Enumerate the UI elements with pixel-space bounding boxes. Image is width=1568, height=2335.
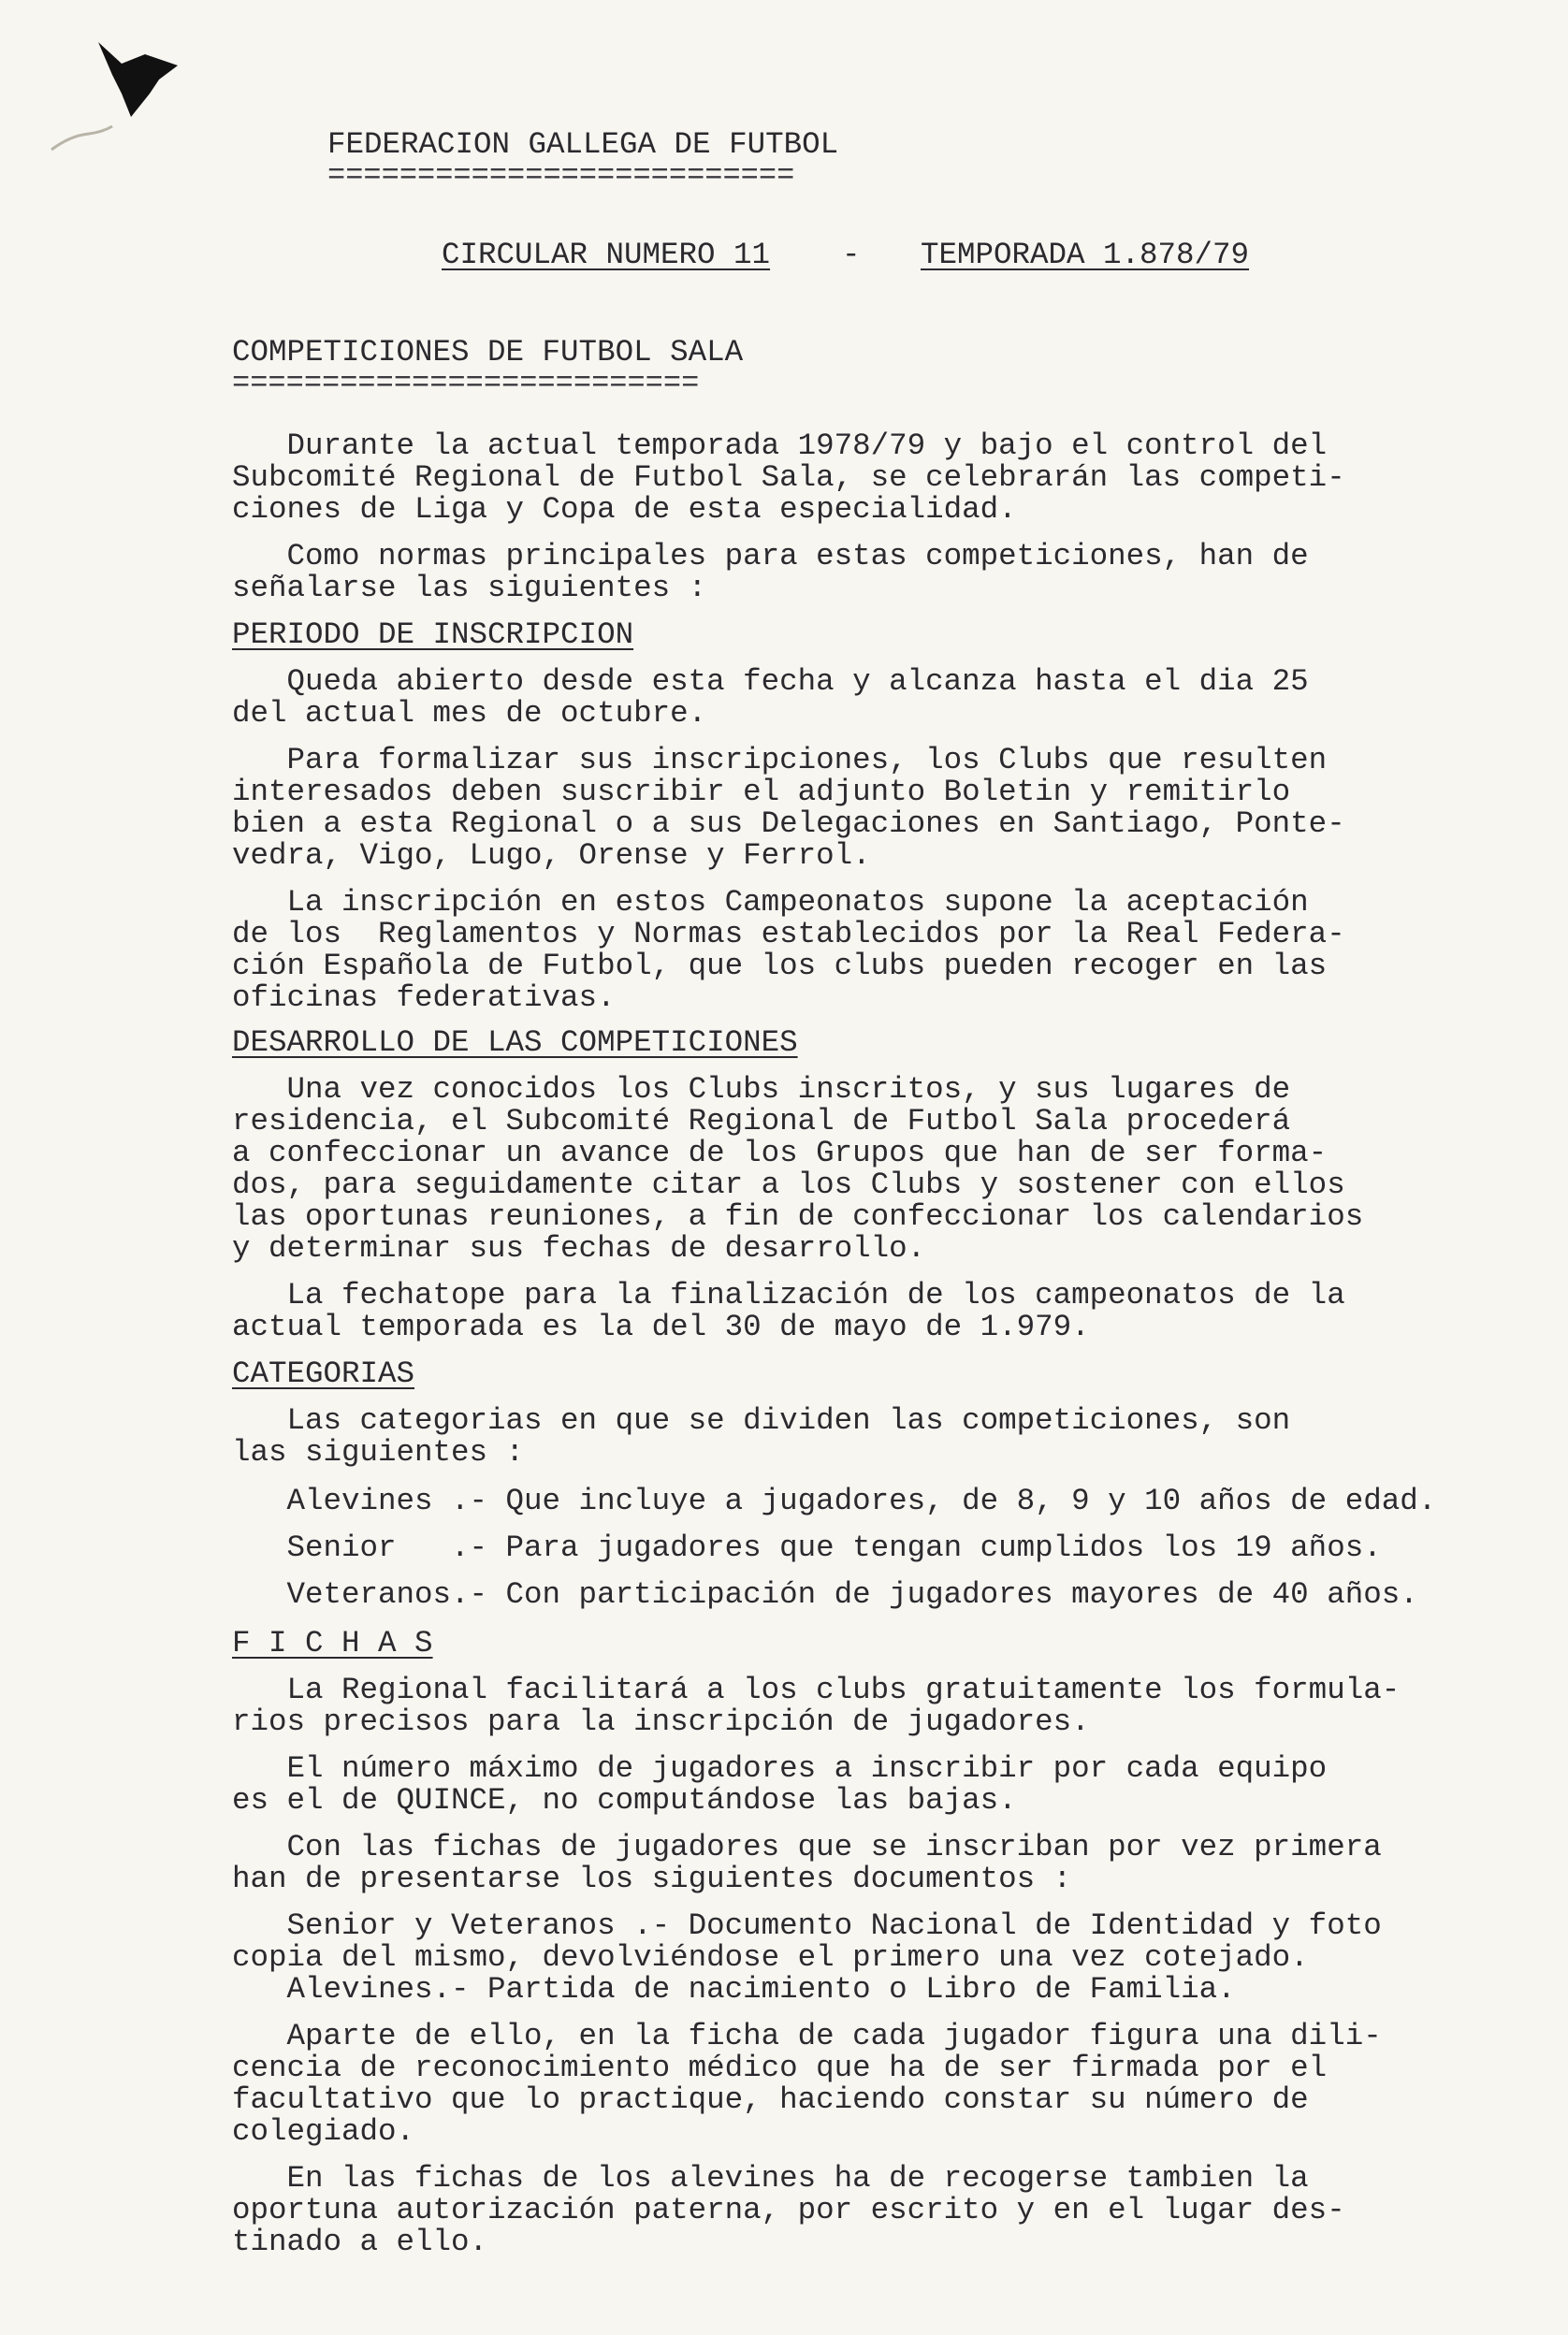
body-line: Aparte de ello, en la ficha de cada jugador figura una dili- — [232, 2019, 1382, 2053]
category-alevines: Alevines .- Que incluye a jugadores, de 8, 9 y 10 años de edad. — [232, 1484, 1437, 1518]
body-line: Subcomité Regional de Futbol Sala, se celebrarán las competi- — [232, 460, 1345, 495]
body-line: del actual mes de octubre. — [232, 696, 707, 731]
body-line: facultativo que lo practique, haciendo constar su número de — [232, 2082, 1309, 2117]
body-line: Como normas principales para estas competiciones, han de — [232, 539, 1309, 573]
body-line: ciones de Liga y Copa de esta especialidad. — [232, 492, 1017, 527]
body-line: Senior y Veteranos .- Documento Nacional de Identidad y foto — [232, 1908, 1382, 1943]
season-label: TEMPORADA 1.878/79 — [921, 238, 1250, 272]
body-line: Para formalizar sus inscripciones, los Clubs que resulten — [232, 743, 1328, 777]
body-line: ción Española de Futbol, que los clubs pueden recoger en las — [232, 949, 1328, 983]
main-title: COMPETICIONES DE FUTBOL SALA — [232, 335, 744, 370]
section-heading-categorias: CATEGORIAS — [232, 1356, 415, 1391]
body-line: Durante la actual temporada 1978/79 y bajo el control del — [232, 428, 1328, 463]
body-line: de los Reglamentos y Normas establecidos por la Real Federa- — [232, 917, 1345, 951]
body-line: vedra, Vigo, Lugo, Orense y Ferrol. — [232, 838, 871, 873]
section-heading-inscripcion: PERIODO DE INSCRIPCION — [232, 617, 634, 652]
body-line: actual temporada es la del 30 de mayo de 1.979. — [232, 1310, 1090, 1344]
pencil-mark — [47, 108, 131, 154]
category-senior: Senior .- Para jugadores que tengan cumplidos los 19 años. — [232, 1530, 1382, 1565]
body-line: La inscripción en estos Campeonatos supone la aceptación — [232, 885, 1309, 920]
body-line: La Regional facilitará a los clubs gratuitamente los formula- — [232, 1673, 1401, 1707]
body-line: Alevines.- Partida de nacimiento o Libro de Familia. — [232, 1972, 1236, 2007]
body-line: Una vez conocidos los Clubs inscritos, y sus lugares de — [232, 1072, 1291, 1107]
body-line: residencia, el Subcomité Regional de Futbol Sala procederá — [232, 1104, 1291, 1138]
body-line: interesados deben suscribir el adjunto Boletin y remitirlo — [232, 775, 1291, 809]
body-line: es el de QUINCE, no computándose las bajas. — [232, 1783, 1017, 1818]
body-line: cencia de reconocimiento médico que ha de ser firmada por el — [232, 2051, 1328, 2085]
body-line: Con las fichas de jugadores que se inscriban por vez primera — [232, 1830, 1382, 1864]
body-line: En las fichas de los alevines ha de recogerse tambien la — [232, 2161, 1309, 2196]
circular-number: CIRCULAR NUMERO 11 — [442, 238, 771, 272]
body-line: dos, para seguidamente citar a los Clubs y sostener con ellos — [232, 1168, 1345, 1202]
body-line: copia del mismo, devolviéndose el primero una vez cotejado. — [232, 1940, 1309, 1975]
section-heading-desarrollo: DESARROLLO DE LAS COMPETICIONES — [232, 1025, 798, 1060]
main-title-double-rule: ========================== — [232, 374, 700, 393]
body-line: oficinas federativas. — [232, 980, 616, 1015]
body-line: han de presentarse los siguientes documentos : — [232, 1862, 1072, 1896]
body-line: Queda abierto desde esta fecha y alcanza hasta el dia 25 — [232, 664, 1309, 699]
body-line: señalarse las siguientes : — [232, 571, 707, 605]
body-line: bien a esta Regional o a sus Delegaciones en Santiago, Ponte- — [232, 806, 1345, 841]
body-line: oportuna autorización paterna, por escrito y en el lugar des- — [232, 2193, 1345, 2227]
body-line: rios precisos para la inscripción de jugadores. — [232, 1704, 1090, 1739]
body-line: a confeccionar un avance de los Grupos que han de ser forma- — [232, 1136, 1328, 1170]
header-dash: - — [842, 238, 861, 272]
body-line: tinado a ello. — [232, 2225, 488, 2259]
federation-name: FEDERACION GALLEGA DE FUTBOL — [327, 127, 839, 162]
body-line: las oportunas reuniones, a fin de confeccionar los calendarios — [232, 1199, 1364, 1234]
body-line: La fechatope para la finalización de los campeonatos de la — [232, 1278, 1345, 1313]
body-line: y determinar sus fechas de desarrollo. — [232, 1231, 926, 1266]
body-line: colegiado. — [232, 2114, 415, 2149]
body-line: El número máximo de jugadores a inscribir por cada equipo — [232, 1751, 1328, 1786]
section-heading-fichas: F I C H A S — [232, 1626, 433, 1661]
body-line: las siguientes : — [232, 1435, 525, 1470]
body-line: Las categorias en que se dividen las competiciones, son — [232, 1403, 1291, 1438]
category-veteranos: Veteranos.- Con participación de jugadores mayores de 40 años. — [232, 1577, 1418, 1612]
federation-double-rule: ========================== — [327, 167, 795, 185]
